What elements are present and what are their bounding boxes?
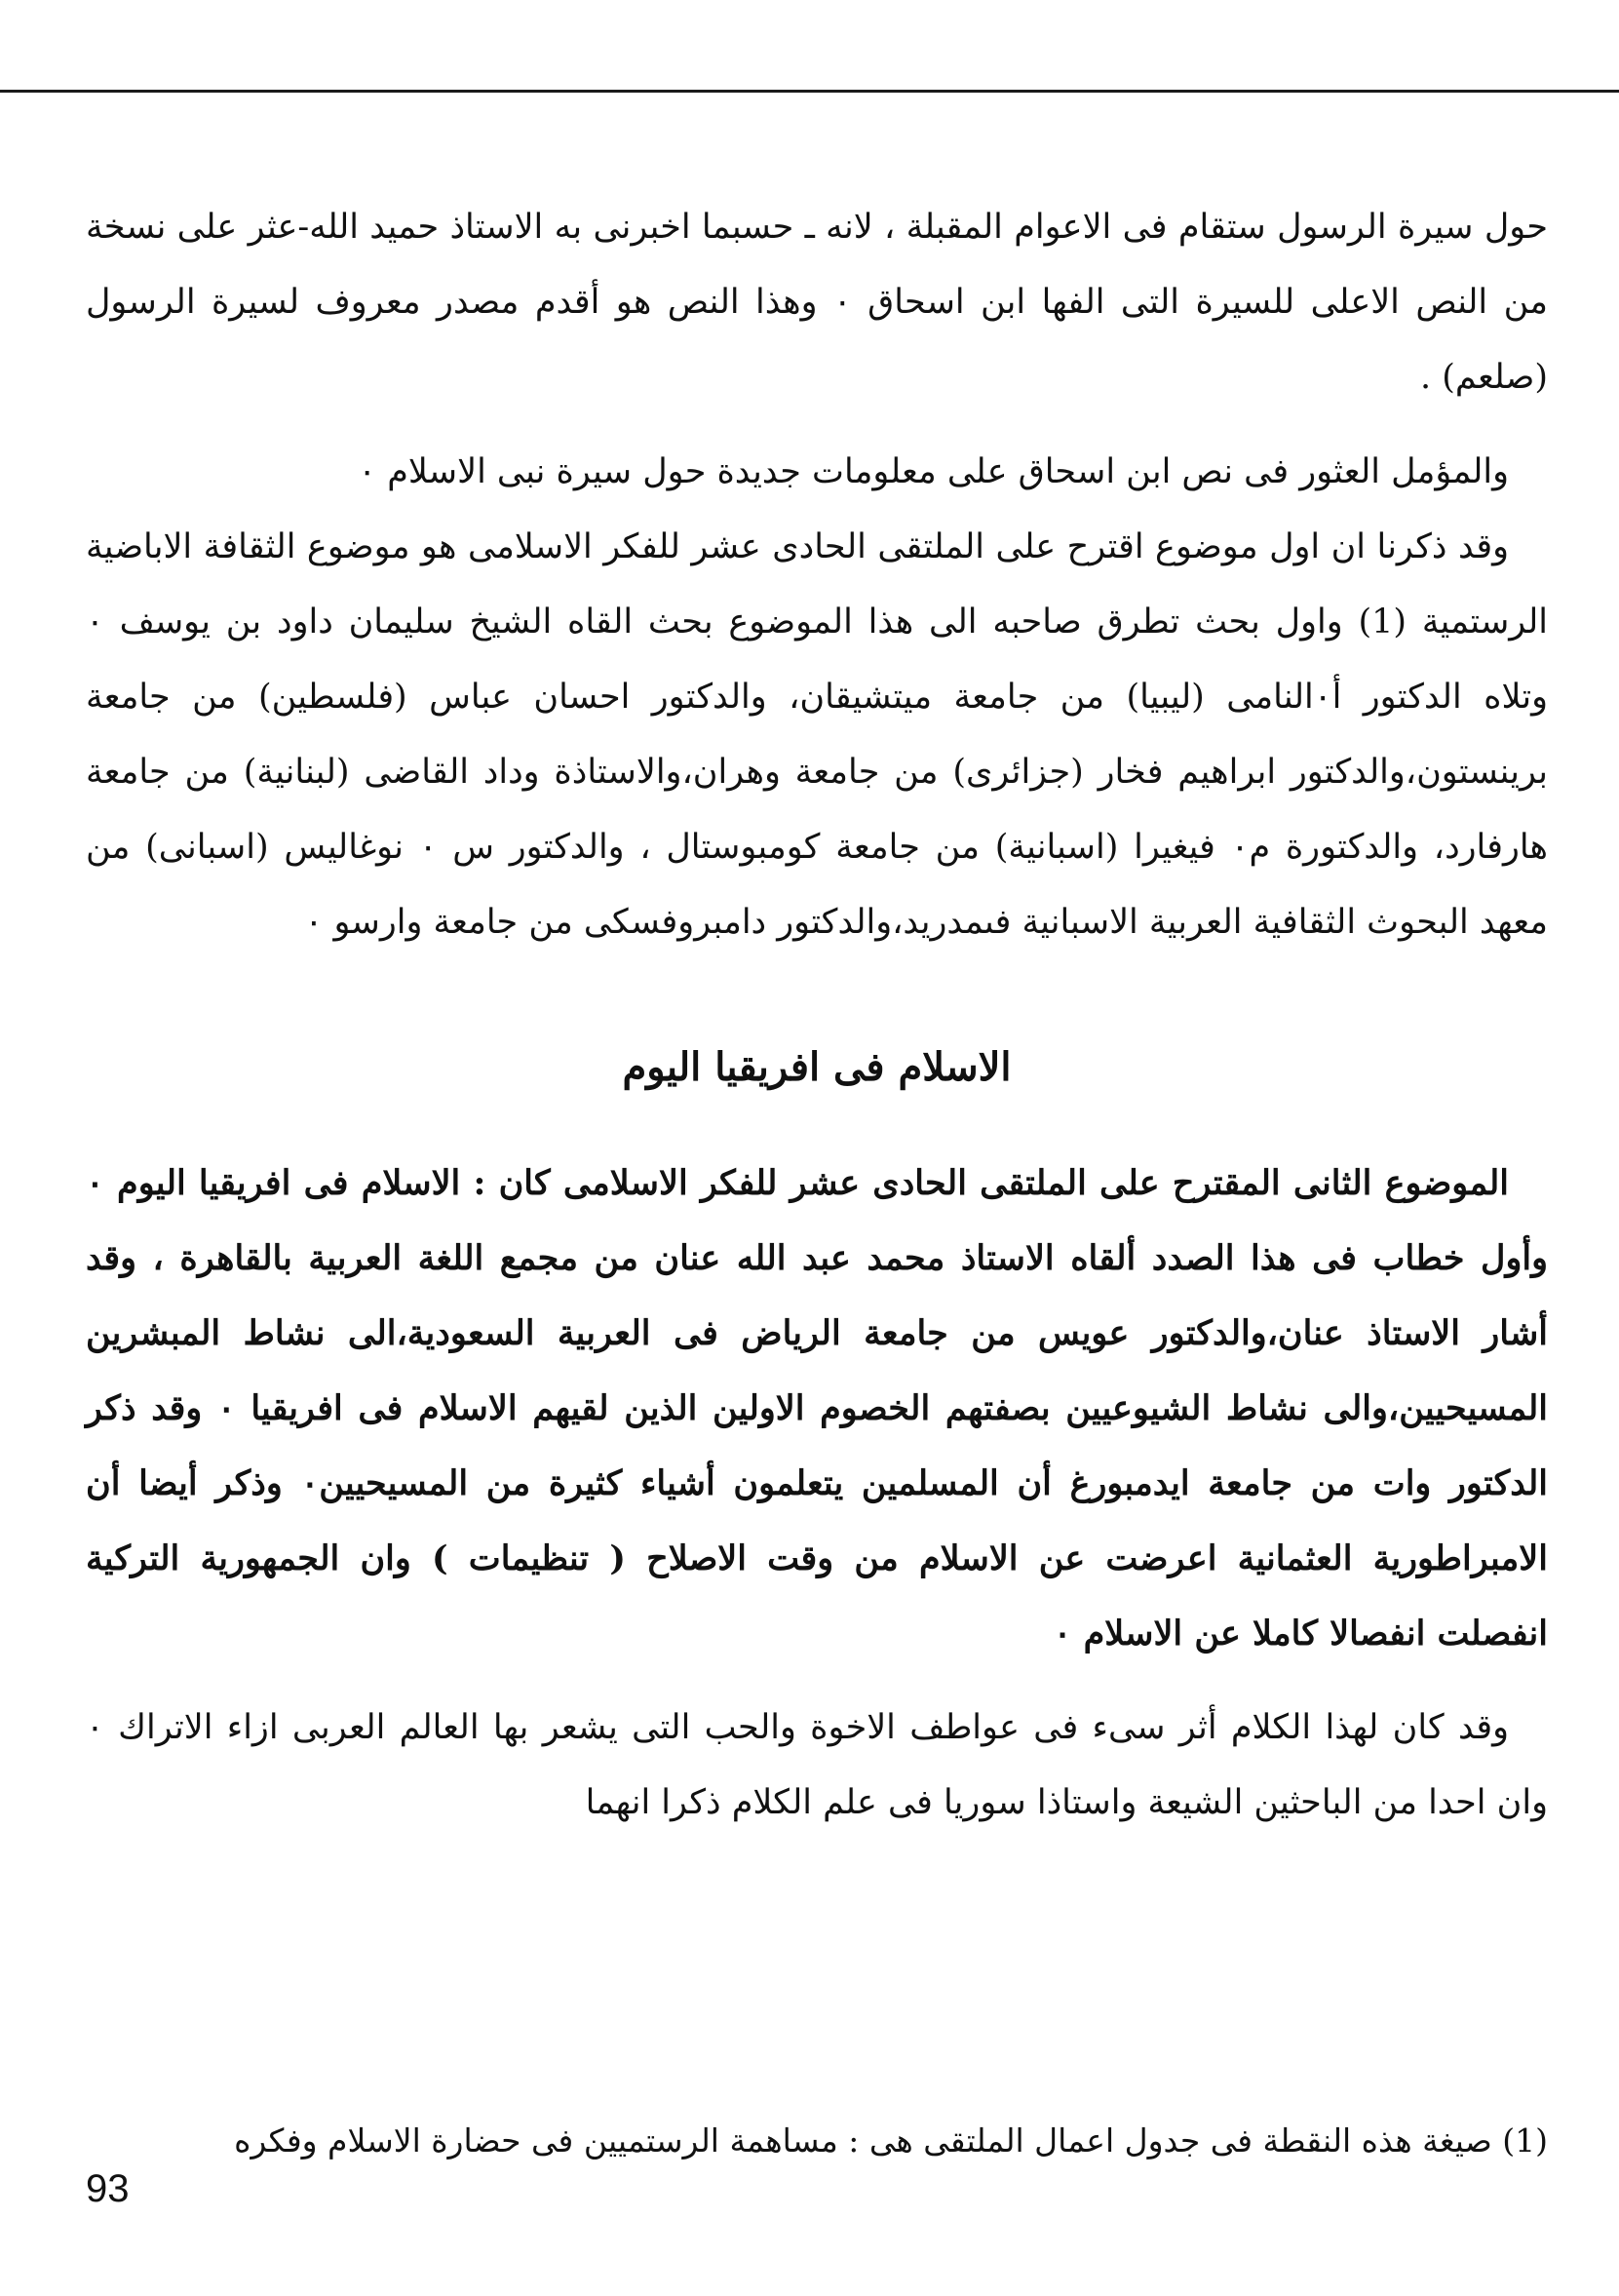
- paragraph-reaction: وقد كان لهذا الكلام أثر سىء فى عواطف الاخوة والحب التى يشعر بها العالم العربى ازاء الاتراك ٠ وان احدا من الباحثين الشيعة واستاذا سوريا فى علم الكلام ذكرا انهما: [86, 1708, 1548, 1822]
- top-rule: [0, 90, 1619, 93]
- document-body: [86, 190, 1548, 1841]
- paragraph-first-topic: وقد ذكرنا ان اول موضوع اقترح على الملتقى الحادى عشر للفكر الاسلامى هو موضوع الثقافة الاباضية الرستمية (1) واول بحث تطرق صاحبه الى هذا الموضوع بحث القاه الشيخ سليمان داود بن يوسف ٠ وتلاه الدكتور أ٠النامى (ليبيا) من جامعة ميتشيقان، والدكتور احسان عباس (فلسطين) من جامعة برينستون،والدكتور ابراهيم فخار (جزائرى) من جامعة وهران،والاستاذة وداد القاضى (لبنانية) من جامعة هارفارد، والدكتورة م٠ فيغيرا (اسبانية) من جامعة كومبوستال ، والدكتور س ٠ نوغاليس (اسبانى) من معهد البحوث الثقافية العربية الاسبانية فىمدريد،والدكتور دامبروفسكى من جامعة وارسو ٠: [86, 527, 1548, 942]
- paragraph-hope: والمؤمل العثور فى نص ابن اسحاق على معلومات جديدة حول سيرة نبى الاسلام ٠: [358, 452, 1509, 491]
- paragraph-second-topic: الموضوع الثانى المقترح على الملتقى الحادى عشر للفكر الاسلامى كان : الاسلام فى افريقيا اليوم ٠ وأول خطاب فى هذا الصدد ألقاه الاستاذ محمد عبد الله عنان من مجمع اللغة العربية بالقاهرة ، وقد أشار الاستاذ عنان،والدكتور عويس من جامعة الرياض فى العربية السعودية،الى نشاط المبشرين المسيحيين،والى نشاط الشيوعيين بصفتهم الخصوم الاولين الذين لقيهم الاسلام فى افريقيا ٠ وقد ذكر الدكتور وات من جامعة ايدمبورغ أن المسلمين يتعلمون أشياء كثيرة من المسيحيين٠ وذكر أيضا أن الامبراطورية العثمانية اعرضت عن الاسلام من وقت الاصلاح ( تنظيمات ) وان الجمهورية التركية انفصلت انفصالا كاملا عن الاسلام ٠: [86, 1163, 1548, 1654]
- page-number: 93: [86, 2167, 130, 2210]
- footnote: (1) صيغة هذه النقطة فى جدول اعمال الملتقى هى : مساهمة الرستميين فى حضارة الاسلام وفكره: [234, 2121, 1548, 2160]
- paragraph-ibn-ishaq: حول سيرة الرسول ستقام فى الاعوام المقبلة ، لانه ـ حسبما اخبرنى به الاستاذ حميد الله-عثر على نسخة من النص الاعلى للسيرة التى الفها ابن اسحاق ٠ وهذا النص هو أقدم مصدر معروف لسيرة الرسول (صلعم) .: [86, 208, 1548, 397]
- section-heading: الاسلام فى افريقيا اليوم: [622, 1044, 1012, 1090]
